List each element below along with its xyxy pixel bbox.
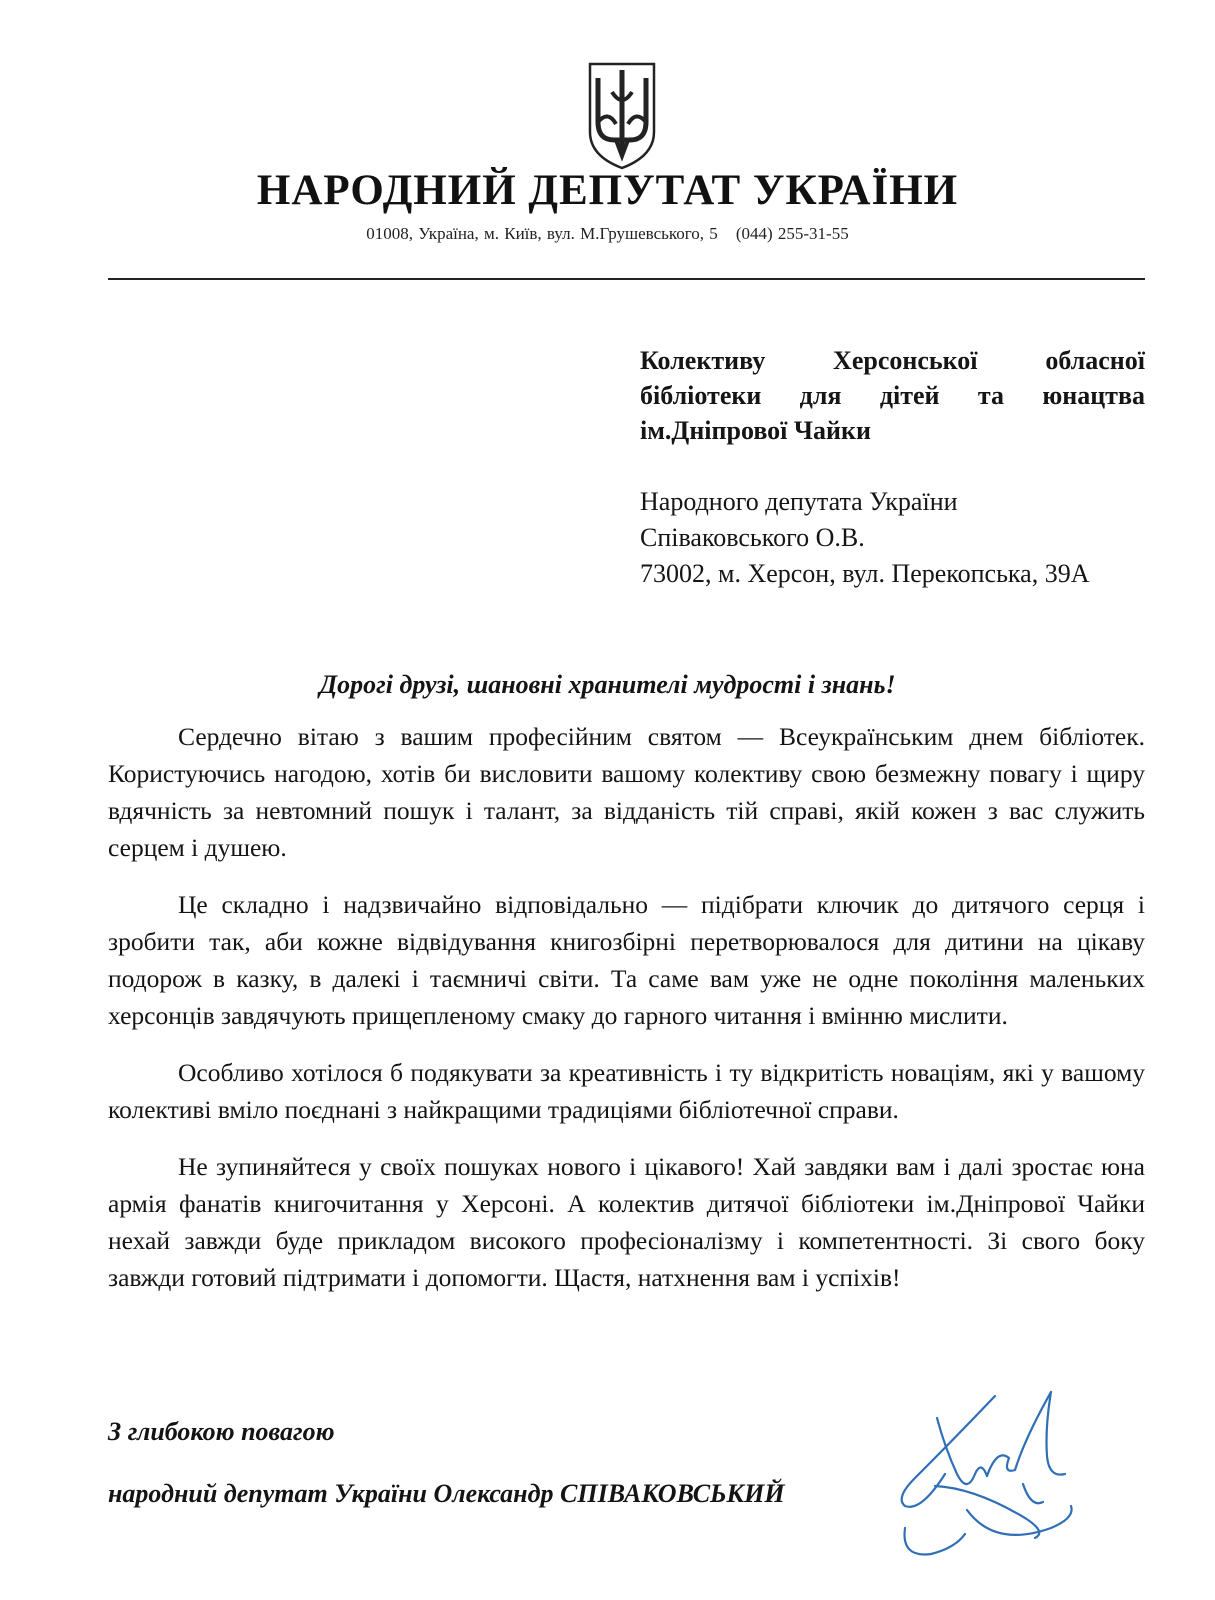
body-paragraph-1: Сердечно вітаю з вашим професійним святом — Всеукраїнським днем бібліотек. Користуючись нагодою, хотів би висловити вашому колективу свою безмежну повагу і щиру вдячність за невтомний пошук і талант, за відданість тій справі, якій кожен з вас служить серцем і душею. [108,722,1145,862]
closing-regards: З глибокою повагою [108,1417,335,1446]
letterhead-title: НАРОДНИЙ ДЕПУТАТ УКРАЇНИ [256,167,959,214]
sender-line-2: Співаковського О.В. [640,523,865,552]
sender-line-1: Народного депутата України [640,487,958,516]
letterhead-divider [108,278,1145,280]
body-paragraph-2: Це складно і надзвичайно відповідально — підібрати ключик до дитячого серця і зробити так, аби кожне відвідування книгозбірні перетворювалося для дитини на цікаву подорож в казку, в далекі і таємничі світи. Та саме вам уже не одне покоління маленьких херсонців завдячують прищепленому смаку до гарного читання і вмінню мислити. [108,890,1145,1030]
sender-block [640,484,1160,592]
letterhead-address: 01008, Україна, м. Київ, вул. М.Грушевського, 5 [366,224,718,243]
sender-line-3: 73002, м. Херсон, вул. Перекопська, 39А [640,559,1090,588]
letterhead-phone: (044) 255-31-55 [735,224,849,243]
closing-signatory: народний депутат України Олександр СПІВАКОВСЬКИЙ [108,1479,785,1508]
letterhead-address-line [0,224,1215,244]
salutation: Дорогі друзі, шановні хранителі мудрості і знань! [319,670,896,699]
letter-body [108,718,1145,1316]
recipient-block: Колективу Херсонської обласної бібліотеки для дітей та юнацтва ім.Дніпрової Чайки [640,346,1145,445]
trident-coat-of-arms-icon [586,60,658,172]
body-paragraph-3: Особливо хотілося б подякувати за креативність і ту відкритість новаціям, які у вашому колективі вміло поєднані з найкращими традиціями бібліотечної справи. [108,1058,1145,1124]
handwritten-signature-icon [875,1378,1105,1568]
body-paragraph-4: Не зупиняйтеся у своїх пошуках нового і цікавого! Хай завдяки вам і далі зростає юна армія фанатів книгочитання у Херсоні. А колектив дитячої бібліотеки ім.Дніпрової Чайки нехай завжди буде прикладом високого професіоналізму і компетентності. Зі свого боку завжди готовий підтримати і допомогти. Щастя, натхнення вам і успіхів! [108,1152,1145,1292]
